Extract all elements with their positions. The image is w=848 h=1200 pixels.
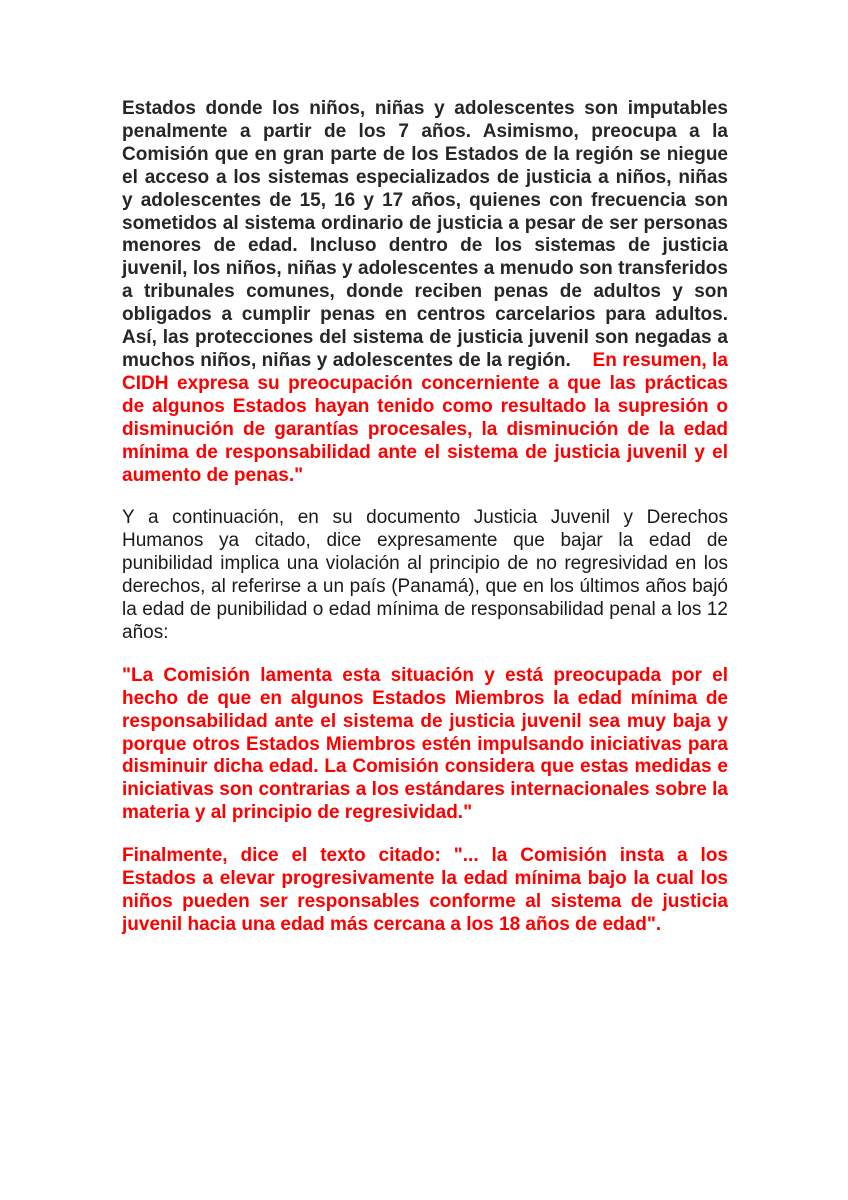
paragraph-2: Y a continuación, en su documento Justicia Juvenil y Derechos Humanos ya citado, dice expresamente que bajar la edad de punibilidad implica una violación al principio de no regresividad en los derechos, al referirse a un país (Panamá), que en los últimos años bajó la edad de punibilidad o edad mínima de responsabilidad penal a los 12 años: <box>122 507 728 643</box>
paragraph-4-quote: Finalmente, dice el texto citado: "... la Comisión insta a los Estados a elevar progresivamente la edad mínima bajo la cual los niños pueden ser responsables conforme al sistema de justicia juvenil hacia una edad más cercana a los 18 años de edad". <box>122 845 728 935</box>
paragraph-1-red-text: En resumen, la CIDH expresa su preocupación concerniente a que las prácticas de algunos Estados hayan tenido como resultado la supresión o disminución de garantías procesales, la disminución de la edad mínima de responsabilidad ante el sistema de justicia juvenil y el aumento de penas." <box>122 349 728 486</box>
document-page <box>122 98 728 957</box>
paragraph-3-quote: "La Comisión lamenta esta situación y está preocupada por el hecho de que en algunos Estados Miembros la edad mínima de responsabilidad ante el sistema de justicia juvenil sea muy baja y porque otros Estados Miembros estén impulsando iniciativas para disminuir dicha edad. La Comisión considera que estas medidas e iniciativas son contrarias a los estándares internacionales sobre la materia y al principio de regresividad." <box>122 664 728 824</box>
paragraph-1-black-text: Estados donde los niños, niñas y adolescentes son imputables penalmente a partir de los 7 años. Asimismo, preocupa a la Comisión que en gran parte de los Estados de la región se niegue el acceso a los sistemas especializados de justicia a niños, niñas y adolescentes de 15, 16 y 17 años, quienes con frecuencia son sometidos al sistema ordinario de justicia a pesar de ser personas menores de edad. Incluso dentro de los sistemas de justicia juvenil, los niños, niñas y adolescentes a menudo son transferidos a tribunales comunes, donde reciben penas de adultos y son obligados a cumplir penas en centros carcelarios para adultos. Así, las protecciones del sistema de justicia juvenil son negadas a muchos niños, niñas y adolescentes de la región. <box>122 98 728 371</box>
paragraph-1 <box>122 98 728 487</box>
